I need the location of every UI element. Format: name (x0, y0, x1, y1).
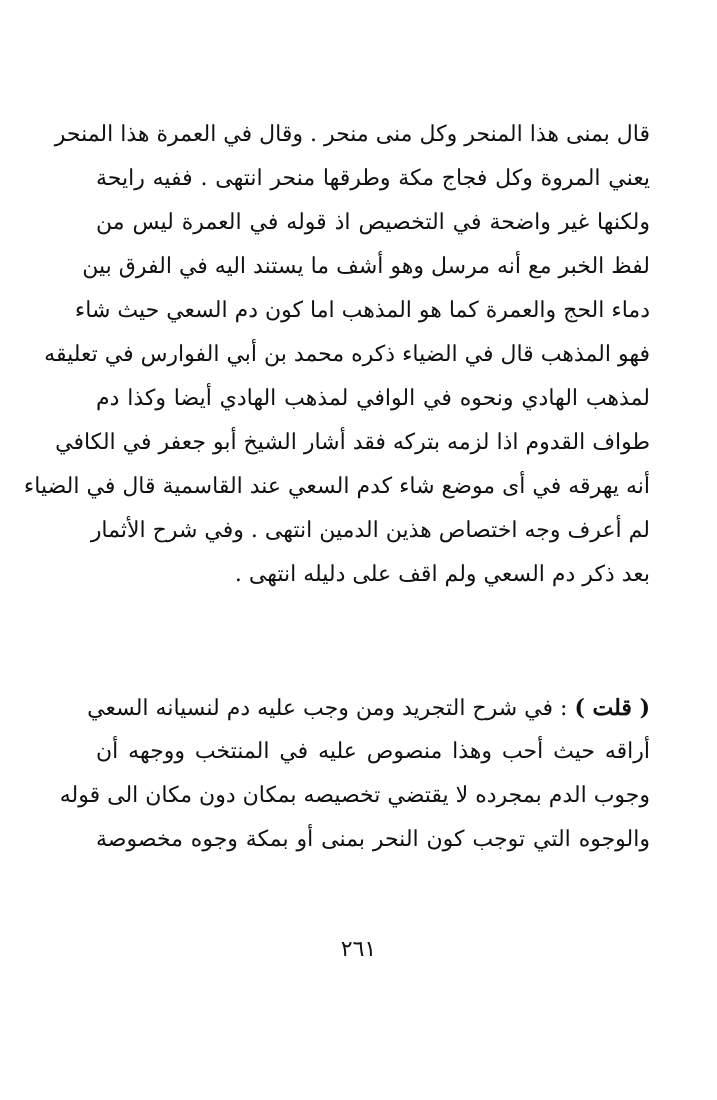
text-line: لمذهب الهادي ونحوه في الوافي لمذهب الهادي أيضا وكذا دم (96, 386, 650, 411)
text-line-rest: : في شرح التجريد ومن وجب عليه دم لنسيانه السعي (87, 696, 568, 721)
text-line: أنه يهرقه في أى موضع شاء كدم السعي عند القاسمية قال في الضياء (23, 474, 650, 499)
text-line: وجوب الدم بمجرده لا يقتضي تخصيصه بمكان دون مكان الى قوله (59, 783, 650, 808)
text-line: لفظ الخبر مع أنه مرسل وهو أشف ما يستند اليه في الفرق بين (82, 254, 650, 279)
text-line-with-label (87, 686, 650, 730)
text-line: أراقه حيث أحب وهذا منصوص عليه في المنتخب ووجهه أن (96, 739, 650, 764)
text-line: ولكنها غير واضحة في التخصيص اذ قوله في العمرة ليس من (96, 210, 650, 235)
text-line: لم أعرف وجه اختصاص هذين الدمين انتهى . وفي شرح الأثمار (90, 518, 650, 543)
text-line: قال بمنى هذا المنحر وكل منى منحر . وقال في العمرة هذا المنحر (54, 122, 650, 147)
qult-label: ( قلت ) (574, 695, 650, 721)
text-line: فهو المذهب قال في الضياء ذكره محمد بن أبي الفوارس في تعليقه (44, 342, 650, 367)
text-line: دماء الحج والعمرة كما هو المذهب اما كون دم السعي حيث شاء (74, 298, 650, 323)
text-line: يعني المروة وكل فجاج مكة وطرقها منحر انتهى . ففيه رايحة (96, 166, 650, 191)
text-line-last: بعد ذكر دم السعي ولم اقف على دليله انتهى . (234, 562, 650, 587)
paragraph-two (59, 686, 650, 862)
text-line: والوجوه التي توجب كون النحر بمنى أو بمكة وجوه مخصوصة (96, 827, 650, 852)
page-number: ٢٦١ (340, 937, 377, 962)
text-line: طواف القدوم اذا لزمه بتركه فقد أشار الشيخ أبو جعفر في الكافي (55, 430, 650, 455)
paragraph-one (23, 113, 650, 597)
